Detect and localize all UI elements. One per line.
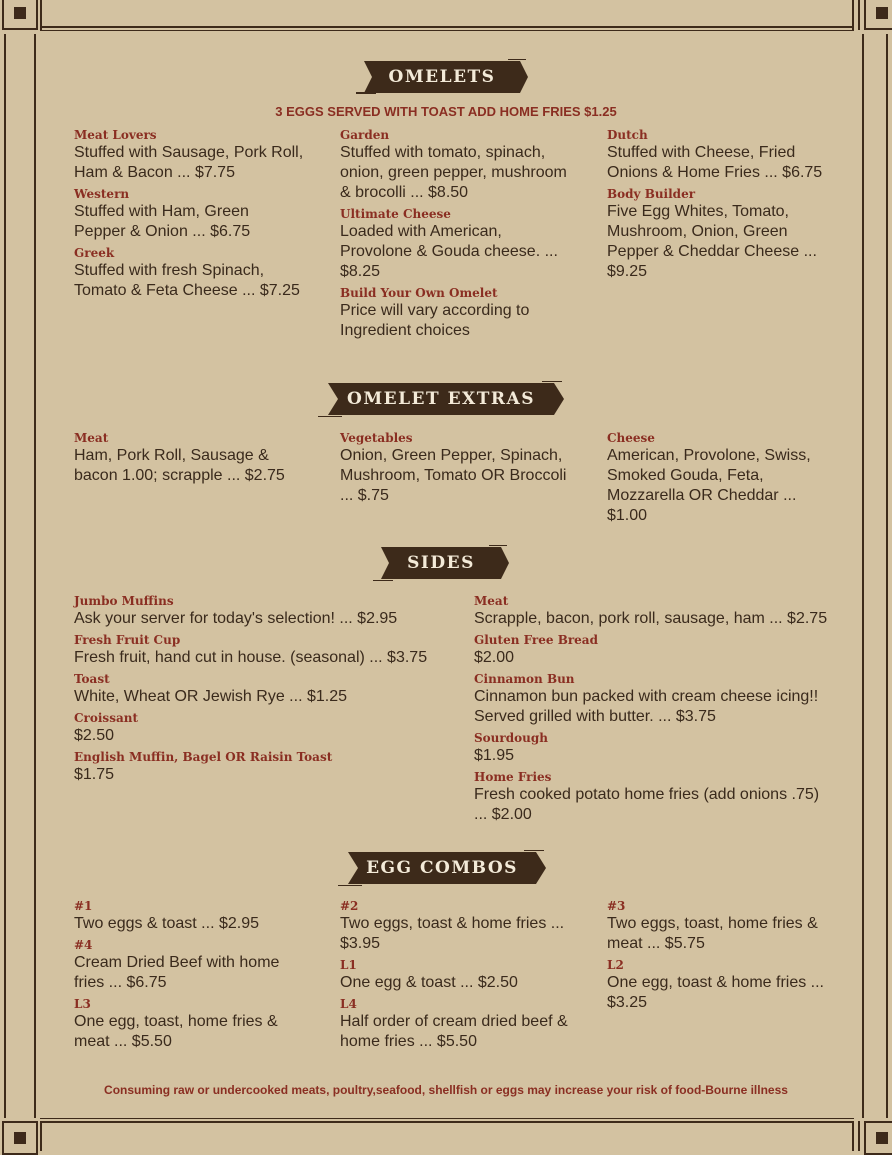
item-name: Cinnamon Bun [474, 672, 575, 686]
frame-bottom-line-inner [40, 1118, 854, 1119]
menu-item [74, 186, 304, 242]
item-name: Meat [474, 594, 509, 608]
item-name: L4 [340, 997, 357, 1011]
item-name: Western [74, 187, 130, 201]
extras-col-1 [74, 430, 304, 489]
menu-item [340, 996, 570, 1052]
menu-item [474, 671, 828, 727]
item-name: Home Fries [474, 770, 552, 784]
omelets-note: 3 EGGS SERVED WITH TOAST ADD HOME FRIES $1.25 [275, 104, 617, 119]
item-desc: Cinnamon bun packed with cream cheese icing!! Served grilled with butter. ... $3.75 [474, 688, 819, 725]
item-name: Greek [74, 246, 115, 260]
item-desc: Two eggs, toast & home fries ... $3.95 [340, 915, 565, 952]
sides-col-1 [74, 593, 454, 788]
frame-bot-vert-left [40, 1121, 42, 1151]
item-name: Sourdough [474, 731, 548, 745]
menu-item [340, 957, 570, 993]
item-name: Gluten Free Bread [474, 633, 598, 647]
item-desc: $1.75 [74, 766, 115, 783]
frame-left-line-inner [34, 34, 36, 1118]
item-desc: Five Egg Whites, Tomato, Mushroom, Onion, Green Pepper & Cheddar Cheese ... $9.25 [607, 203, 817, 280]
menu-item [74, 245, 304, 301]
item-desc: $1.95 [474, 747, 515, 764]
item-name: #1 [74, 899, 93, 913]
omelets-banner [356, 59, 528, 95]
item-desc: Two eggs & toast ... $2.95 [74, 915, 259, 932]
menu-item [340, 430, 570, 506]
extras-col-3 [607, 430, 837, 529]
item-desc: Stuffed with Ham, Green Pepper & Onion ... $6.75 [74, 203, 251, 240]
item-desc: One egg, toast & home fries ... $3.25 [607, 974, 824, 1011]
item-name: Dutch [607, 128, 648, 142]
menu-item [74, 632, 454, 668]
item-desc: Two eggs, toast, home fries & meat ... $5.75 [607, 915, 818, 952]
corner-ornament-bottom-right [864, 1121, 892, 1155]
omelets-col-1 [74, 127, 304, 304]
frame-top-vert-left [40, 0, 42, 30]
item-name: English Muffin, Bagel OR Raisin Toast [74, 750, 333, 764]
item-desc: Loaded with American, Provolone & Gouda cheese. ... $8.25 [340, 223, 558, 280]
combos-col-3 [607, 898, 837, 1016]
item-desc: Stuffed with fresh Spinach, Tomato & Feta Cheese ... $7.25 [74, 262, 300, 299]
corner-ornament-top-right [864, 0, 892, 30]
sides-title: SIDES [407, 553, 475, 573]
item-name: Meat Lovers [74, 128, 157, 142]
item-name: #2 [340, 899, 359, 913]
item-desc: Cream Dried Beef with home fries ... $6.75 [74, 954, 280, 991]
item-desc: $2.50 [74, 727, 115, 744]
menu-item [474, 769, 828, 825]
frame-top-line [40, 26, 854, 28]
frame-right-line-inner [862, 34, 864, 1118]
frame-right-line [886, 34, 888, 1118]
menu-item [74, 996, 304, 1052]
menu-item [74, 430, 304, 486]
omelets-col-2 [340, 127, 570, 344]
menu-item [607, 186, 837, 282]
menu-item [474, 730, 828, 766]
item-name: Toast [74, 672, 110, 686]
extras-title: OMELET EXTRAS [347, 389, 535, 409]
item-name: Jumbo Muffins [74, 594, 174, 608]
menu-item [74, 127, 304, 183]
menu-item [74, 710, 454, 746]
item-name: Garden [340, 128, 390, 142]
item-desc: Fresh fruit, hand cut in house. (seasonal) ... $3.75 [74, 649, 428, 666]
item-desc: White, Wheat OR Jewish Rye ... $1.25 [74, 688, 347, 705]
item-name: #3 [607, 899, 626, 913]
frame-left-line [4, 34, 6, 1118]
item-desc: Ham, Pork Roll, Sausage & bacon 1.00; scrapple ... $2.75 [74, 447, 285, 484]
menu-item [74, 937, 304, 993]
item-name: Body Builder [607, 187, 696, 201]
item-desc: Onion, Green Pepper, Spinach, Mushroom, Tomato OR Broccoli ... $.75 [340, 447, 567, 504]
menu-item [340, 898, 570, 954]
item-desc: Price will vary according to Ingredient choices [340, 302, 530, 339]
omelets-title: OMELETS [388, 67, 496, 87]
menu-item [74, 749, 454, 785]
menu-item [607, 127, 837, 183]
corner-ornament-top-left [2, 0, 38, 30]
combos-title: EGG COMBOS [366, 858, 518, 878]
menu-item [607, 957, 837, 1013]
item-desc: Fresh cooked potato home fries (add onions .75) ... $2.00 [474, 786, 820, 823]
item-name: Build Your Own Omelet [340, 286, 498, 300]
extras-banner [318, 381, 564, 417]
item-desc: Stuffed with Cheese, Fried Onions & Home Fries ... $6.75 [607, 144, 823, 181]
sides-banner [373, 545, 509, 581]
combos-banner [338, 850, 546, 886]
frame-top-vert-right [852, 0, 854, 30]
menu-item [74, 898, 304, 934]
frame-top-line-inner [40, 30, 854, 31]
food-safety-disclaimer: Consuming raw or undercooked meats, poultry,seafood, shellfish or eggs may increase your risk of food-Bourne illness [104, 1083, 788, 1097]
item-name: Vegetables [340, 431, 413, 445]
menu-item [474, 593, 828, 629]
menu-item [74, 593, 454, 629]
frame-top-vert-right2 [858, 0, 860, 30]
frame-bot-vert-right2 [858, 1121, 860, 1151]
item-desc: One egg, toast, home fries & meat ... $5.50 [74, 1013, 278, 1050]
item-desc: Ask your server for today's selection! ... $2.95 [74, 610, 398, 627]
item-desc: Stuffed with tomato, spinach, onion, green pepper, mushroom & brocolli ... $8.50 [340, 144, 567, 201]
item-desc: $2.00 [474, 649, 515, 666]
item-name: L2 [607, 958, 624, 972]
item-name: Fresh Fruit Cup [74, 633, 181, 647]
frame-bot-vert-right [852, 1121, 854, 1151]
omelets-col-3 [607, 127, 837, 285]
menu-item [340, 127, 570, 203]
menu-item [607, 430, 837, 526]
item-name: Cheese [607, 431, 655, 445]
item-name: #4 [74, 938, 93, 952]
item-name: Croissant [74, 711, 138, 725]
item-name: L3 [74, 997, 91, 1011]
item-name: Ultimate Cheese [340, 207, 451, 221]
menu-item [74, 671, 454, 707]
item-desc: American, Provolone, Swiss, Smoked Gouda, Feta, Mozzarella OR Cheddar ... $1.00 [607, 447, 811, 524]
item-desc: Scrapple, bacon, pork roll, sausage, ham ... $2.75 [474, 610, 828, 627]
item-desc: Stuffed with Sausage, Pork Roll, Ham & Bacon ... $7.75 [74, 144, 304, 181]
frame-bottom-line [40, 1121, 854, 1123]
item-desc: One egg & toast ... $2.50 [340, 974, 518, 991]
item-name: L1 [340, 958, 357, 972]
extras-col-2 [340, 430, 570, 509]
menu-item [340, 285, 570, 341]
menu-item [607, 898, 837, 954]
menu-item [340, 206, 570, 282]
item-desc: Half order of cream dried beef & home fries ... $5.50 [340, 1013, 568, 1050]
item-name: Meat [74, 431, 109, 445]
sides-col-2 [474, 593, 828, 828]
menu-item [474, 632, 828, 668]
corner-ornament-bottom-left [2, 1121, 38, 1155]
combos-col-1 [74, 898, 304, 1055]
combos-col-2 [340, 898, 570, 1055]
